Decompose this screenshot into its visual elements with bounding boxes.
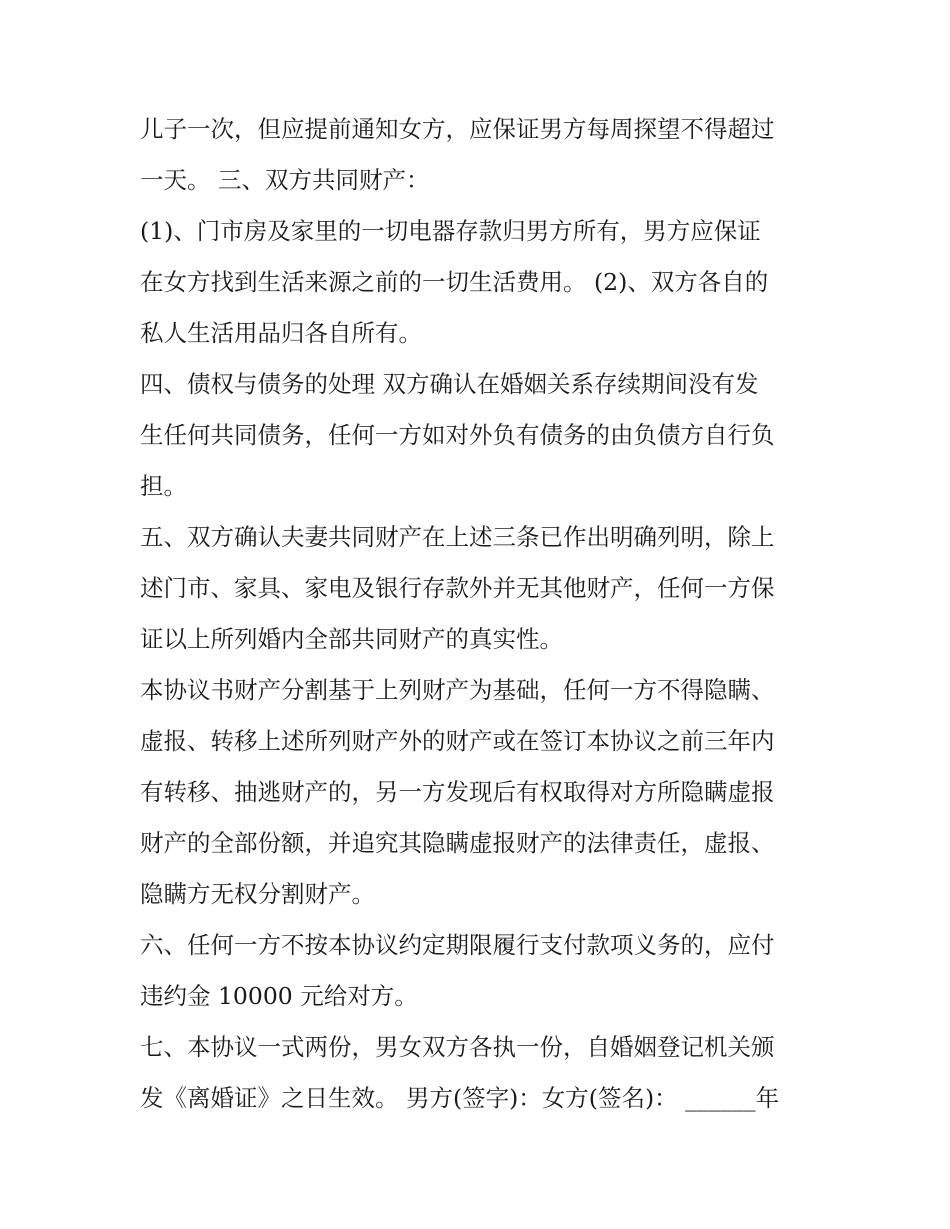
text-line: 财产的全部份额，并追究其隐瞒虚报财产的法律责任，虚报、 xyxy=(140,829,775,857)
text-line: 述门市、家具、家电及银行存款外并无其他财产，任何一方保 xyxy=(140,574,775,602)
text-line: 一天。 三、双方共同财产： xyxy=(140,166,430,194)
document-body xyxy=(140,104,820,1124)
text-line: 五、双方确认夫妻共同财产在上述三条已作出明确列明，除上 xyxy=(140,523,775,551)
text-line: (1)、门市房及家里的一切电器存款归男方所有，男方应保证 xyxy=(140,217,761,245)
text-line: 四、债权与债务的处理 双方确认在婚姻关系存续期间没有发 xyxy=(140,370,759,398)
text-line: 担。 xyxy=(140,472,187,500)
text-line: 有转移、抽逃财产的，另一方发现后有权取得对方所隐瞒虚报 xyxy=(140,778,775,806)
text-line: 生任何共同债务，任何一方如对外负有债务的由负债方自行负 xyxy=(140,421,775,449)
text-line: 私人生活用品归各自所有。 xyxy=(140,319,422,347)
text-line: 在女方找到生活来源之前的一切生活费用。 (2)、双方各自的 xyxy=(140,268,769,296)
text-line: 违约金 10000 元给对方。 xyxy=(140,982,418,1010)
text-line: 本协议书财产分割基于上列财产为基础，任何一方不得隐瞒、 xyxy=(140,676,775,704)
text-line: 发《离婚证》之日生效。 男方(签字)：女方(签名)： ______年 xyxy=(140,1084,780,1112)
text-line: 六、任何一方不按本协议约定期限履行支付款项义务的，应付 xyxy=(140,931,775,959)
text-line: 七、本协议一式两份，男女双方各执一份，自婚姻登记机关颁 xyxy=(140,1033,775,1061)
text-line: 证以上所列婚内全部共同财产的真实性。 xyxy=(140,625,563,653)
text-line: 隐瞒方无权分割财产。 xyxy=(140,880,375,908)
text-line: 虚报、转移上述所列财产外的财产或在签订本协议之前三年内 xyxy=(140,727,775,755)
text-line: 儿子一次，但应提前通知女方，应保证男方每周探望不得超过 xyxy=(140,115,775,143)
